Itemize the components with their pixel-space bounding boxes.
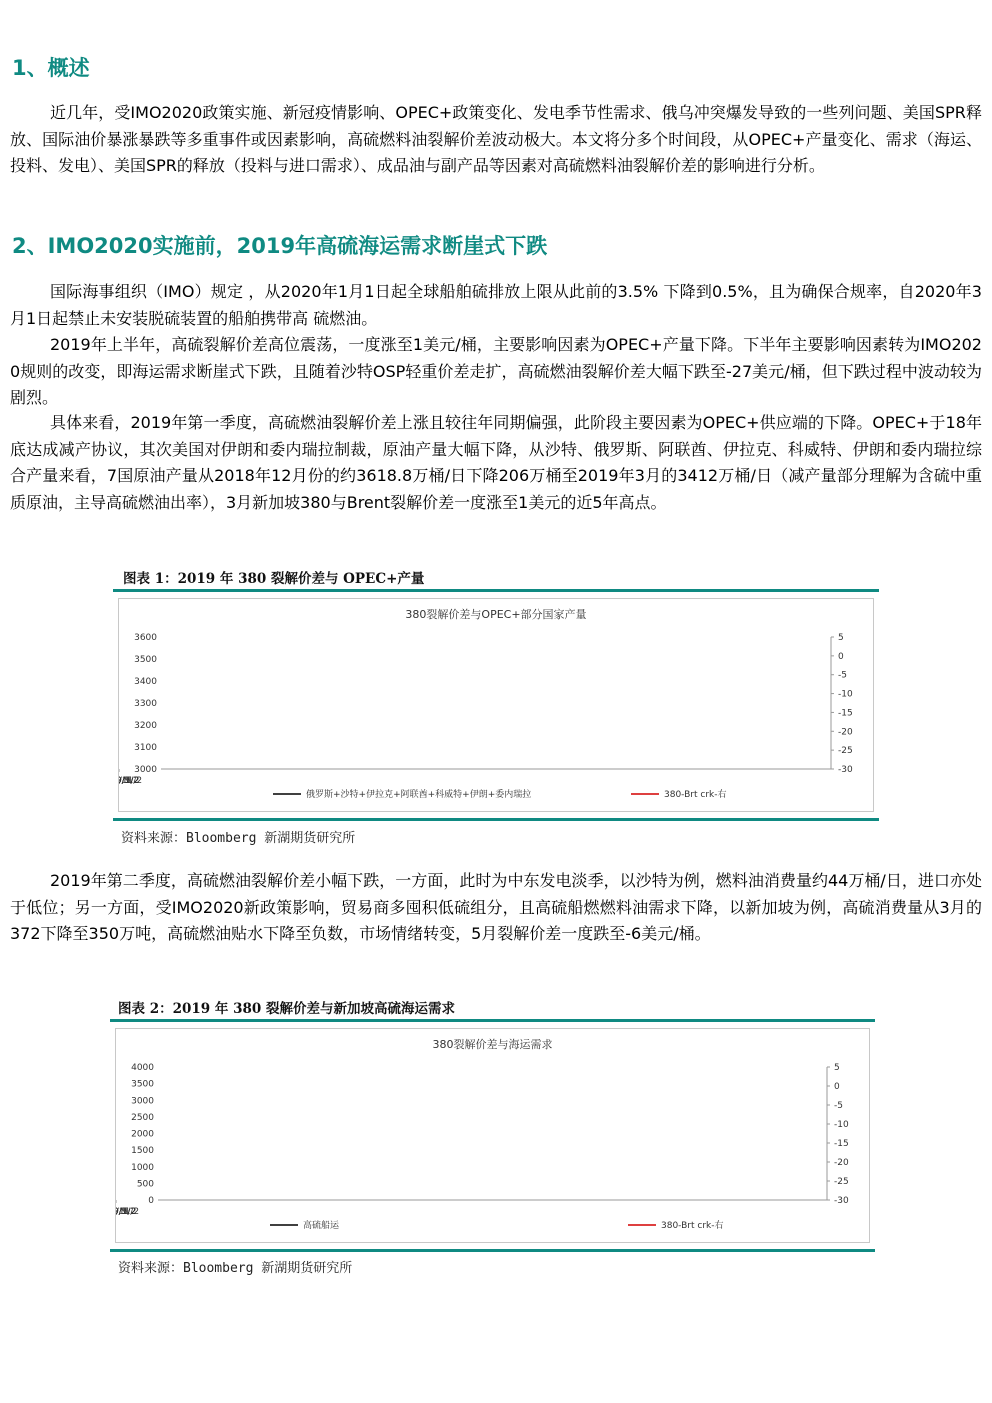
y-tick-label-right: -20 bbox=[838, 727, 853, 738]
y-tick-label-right: -10 bbox=[834, 1120, 849, 1130]
x-tick-label: /3/2 bbox=[118, 1207, 137, 1217]
paragraph: 2019年上半年，高硫裂解价差高位震荡，一度涨至1美元/桶，主要影响因素为OPEC+产量下降。下半年主要影响因素转为IMO2020规则的改变，即海运需求断崖式下跌，且随着沙特OSP轻重价差走扩，高硫燃油裂解价差大幅下跌至-27美元/桶，但下跌过程中波动较为剧烈。 bbox=[10, 335, 982, 407]
y-tick-label-right: 5 bbox=[838, 633, 844, 643]
y-tick-label-right: 0 bbox=[838, 651, 844, 662]
y-tick-label-left: 3400 bbox=[134, 677, 157, 687]
x-tick-label: /1/2 bbox=[121, 776, 140, 786]
y-tick-label-right: -15 bbox=[834, 1139, 849, 1149]
y-tick-label-right: -10 bbox=[838, 689, 853, 700]
chart-title: 380裂解价差与OPEC+部分国家产量 bbox=[405, 608, 587, 621]
y-tick-label-left: 0 bbox=[148, 1196, 154, 1206]
paragraph: 2019年第二季度，高硫燃油裂解价差小幅下跌，一方面，此时为中东发电淡季，以沙特为例，燃料油消费量约44万桶/日，进口亦处于低位；另一方面，受IMO2020新政策影响，贸易商多囤积低硫组分，且高硫船燃燃料油需求下降，以新加坡为例，高硫消费量从3月的372下降至350万吨，高硫燃油贴水下降至负数，市场情绪转变，5月裂解价差一度跌至-6美元/桶。 bbox=[10, 871, 982, 943]
y-tick-label-right: -25 bbox=[838, 746, 853, 757]
chart-2 bbox=[116, 1029, 869, 1238]
y-tick-label-right: -30 bbox=[834, 1196, 849, 1206]
figure-title: 图表 2：2019 年 380 裂解价差与新加坡高硫海运需求 bbox=[118, 1001, 455, 1017]
y-tick-label-left: 3600 bbox=[134, 633, 157, 643]
legend-label: 380-Brt crk-右 bbox=[664, 790, 727, 800]
chart-1 bbox=[119, 599, 873, 807]
chart-frame bbox=[110, 1019, 875, 1252]
y-tick-label-left: 1500 bbox=[131, 1146, 154, 1157]
y-tick-label-left: 500 bbox=[136, 1179, 154, 1190]
section-heading-2: 2、IMO2020实施前，2019年高硫海运需求断崖式下跌 bbox=[12, 234, 548, 258]
figure-source: 资料来源：Bloomberg 新湖期货研究所 bbox=[118, 1261, 353, 1276]
y-tick-label-right: -20 bbox=[834, 1158, 849, 1168]
x-tick-label: /11/2 bbox=[116, 1207, 140, 1217]
y-tick-label-right: -5 bbox=[838, 670, 847, 681]
y-tick-label-right: -5 bbox=[834, 1101, 843, 1111]
x-tick-label: /1/2 bbox=[121, 776, 140, 786]
y-tick-label-left: 2000 bbox=[131, 1129, 154, 1140]
paragraph: 国际海事组织（IMO）规定 ，从2020年1月1日起全球船舶硫排放上限从此前的3.5% 下降到0.5%，且为确保合规率，自2020年3月1日起禁止未安装脱硫装置的船舶携带高 硫燃油。 bbox=[10, 282, 982, 328]
y-tick-label-left: 1000 bbox=[131, 1162, 154, 1173]
x-tick-label: /9/2 bbox=[118, 1207, 137, 1217]
y-tick-label-right: 5 bbox=[834, 1063, 840, 1073]
y-tick-label-left: 4000 bbox=[131, 1063, 154, 1073]
section-heading-1: 1、概述 bbox=[12, 56, 90, 80]
y-tick-label-left: 3500 bbox=[131, 1079, 154, 1090]
x-tick-label: /9/2 bbox=[121, 776, 140, 786]
figure-source: 资料来源：Bloomberg 新湖期货研究所 bbox=[121, 831, 356, 846]
x-tick-label: /3/2 bbox=[121, 776, 140, 786]
y-tick-label-left: 2500 bbox=[131, 1112, 154, 1123]
paragraph: 近几年，受IMO2020政策实施、新冠疫情影响、OPEC+政策变化、发电季节性需求、俄乌冲突爆发导致的一些列问题、美国SPR释放、国际油价暴涨暴跌等多重事件或因素影响，高硫燃料油裂解价差波动极大。本文将分多个时间段，从OPEC+产量变化、需求（海运、投料、发电）、美国SPR的释放（投料与进口需求）、成品油与副产品等因素对高硫燃料油裂解价差的影响进行分析。 bbox=[10, 103, 982, 175]
x-tick-label: /5/2 bbox=[118, 1207, 137, 1217]
legend-label: 380-Brt crk-右 bbox=[661, 1221, 724, 1231]
x-tick-label: /7/2 bbox=[118, 1207, 137, 1217]
figure-title: 图表 1：2019 年 380 裂解价差与 OPEC+产量 bbox=[123, 571, 425, 587]
y-tick-label-left: 3200 bbox=[134, 721, 157, 731]
y-tick-label-right: 0 bbox=[834, 1082, 840, 1092]
y-tick-label-left: 3000 bbox=[134, 765, 157, 775]
y-tick-label-right: -25 bbox=[834, 1177, 849, 1187]
chart-title: 380裂解价差与海运需求 bbox=[432, 1038, 553, 1051]
chart-frame bbox=[113, 589, 879, 821]
x-tick-label: /7/2 bbox=[121, 776, 140, 786]
x-tick-label: /1/2 bbox=[118, 1207, 137, 1217]
y-tick-label-left: 3000 bbox=[131, 1096, 154, 1107]
x-tick-label: /5/2 bbox=[121, 776, 140, 786]
paragraph: 具体来看，2019年第一季度，高硫燃油裂解价差上涨且较往年同期偏强，此阶段主要因素为OPEC+供应端的下降。OPEC+于18年底达成减产协议，其次美国对伊朗和委内瑞拉制裁，原油产量大幅下降，从沙特、俄罗斯、阿联酋、伊拉克、科威特、伊朗和委内瑞拉综合产量来看，7国原油产量从2018年12月份的约3618.8万桶/日下降206万桶至2019年3月的3412万桶/日（减产量部分理解为含硫中重质原油，主导高硫燃油出率），3月新加坡380与Brent裂解价差一度涨至1美元的近5年高点。 bbox=[10, 413, 982, 512]
y-tick-label-left: 3300 bbox=[134, 699, 157, 709]
legend-label: 俄罗斯+沙特+伊拉克+阿联酋+科威特+伊朗+委内瑞拉 bbox=[306, 790, 532, 800]
x-tick-label: /1/2 bbox=[118, 1207, 137, 1217]
y-tick-label-left: 3500 bbox=[134, 655, 157, 665]
legend-label: 高硫船运 bbox=[303, 1221, 340, 1231]
y-tick-label-right: -30 bbox=[838, 765, 853, 775]
y-tick-label-left: 3100 bbox=[134, 743, 157, 753]
y-tick-label-right: -15 bbox=[838, 708, 853, 719]
x-tick-label: /11/2 bbox=[119, 776, 143, 786]
